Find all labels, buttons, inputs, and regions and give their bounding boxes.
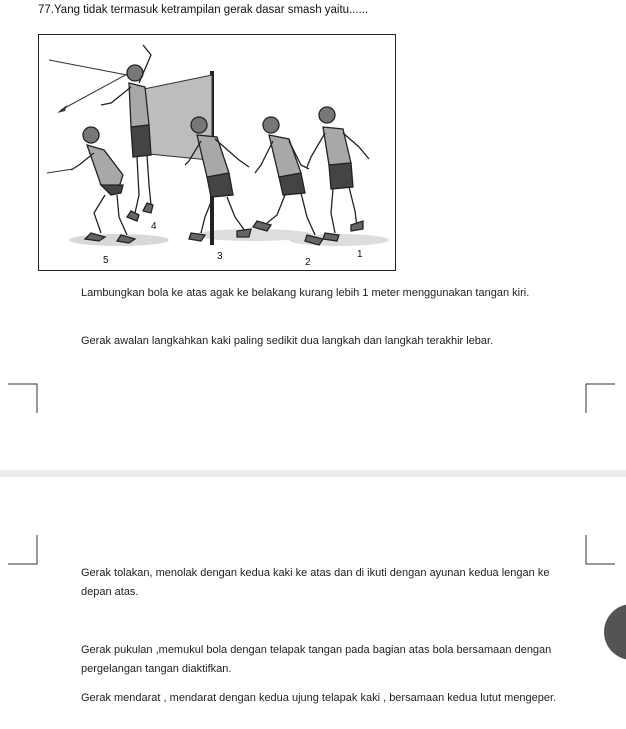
answer-option-a[interactable]: Lambungkan bola ke atas agak ke belakang kurang lebih 1 meter menggunakan tangan kiri.	[81, 287, 530, 299]
smash-illustration	[38, 34, 396, 271]
corner-bracket-left	[8, 535, 40, 565]
trajectory-arrow	[61, 73, 129, 110]
step-number-1: 1	[357, 249, 363, 260]
corner-bracket-right	[584, 535, 616, 565]
step-number-4: 4	[151, 221, 157, 232]
player-figure-1	[307, 107, 369, 241]
trajectory-line	[49, 60, 127, 75]
step-number-2: 2	[305, 257, 311, 268]
floating-action-button[interactable]	[604, 604, 626, 660]
answer-option-c[interactable]: Gerak tolakan, menolak dengan kedua kaki ke atas dan di ikuti dengan ayunan kedua lengan ke depan atas.	[81, 567, 550, 598]
smash-sequence-drawing	[39, 35, 395, 270]
step-number-5: 5	[103, 255, 109, 266]
answer-option-d[interactable]: Gerak pukulan ,memukul bola dengan telapak tangan pada bagian atas bola bersamaan dengan pergelangan tangan diaktifkan.	[81, 644, 552, 675]
section-divider	[0, 470, 626, 477]
player-figure-5	[71, 127, 135, 243]
trajectory-line	[47, 169, 73, 173]
corner-bracket-right	[584, 383, 616, 413]
arrow-head	[57, 105, 67, 113]
step-number-3: 3	[217, 251, 223, 262]
question-text: 77.Yang tidak termasuk ketrampilan gerak dasar smash yaitu......	[38, 4, 369, 16]
player-figure-2	[253, 117, 323, 245]
answer-option-e[interactable]: Gerak mendarat , mendarat dengan kedua ujung telapak kaki , bersamaan kedua lutut mengeper.	[81, 692, 557, 704]
answer-option-b[interactable]: Gerak awalan langkahkan kaki paling sedikit dua langkah dan langkah terakhir lebar.	[81, 335, 494, 347]
corner-bracket-left	[8, 383, 40, 413]
